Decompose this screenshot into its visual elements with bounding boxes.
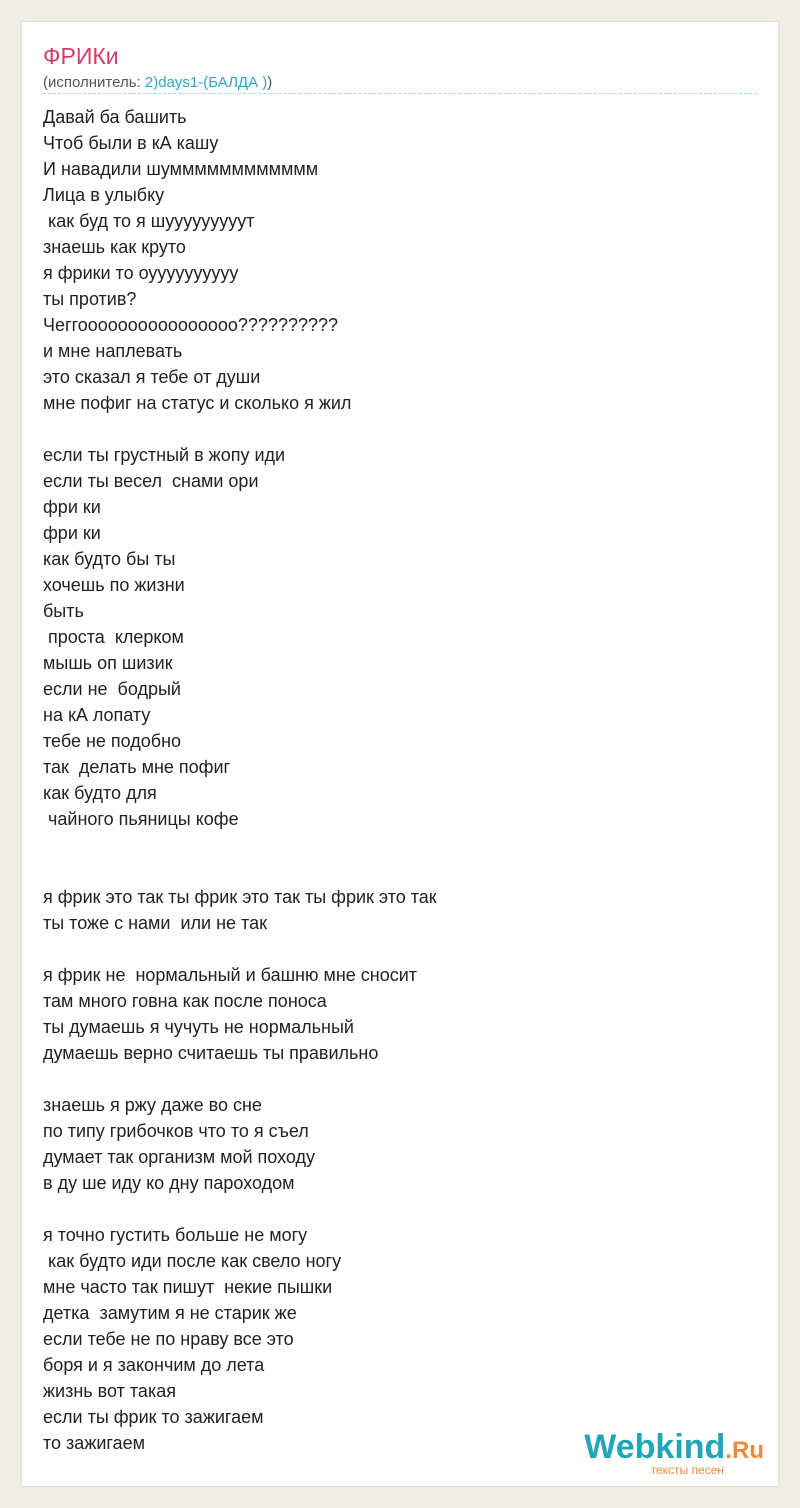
lyric-line: чайного пьяницы кофе: [43, 809, 239, 829]
lyric-line: там много говна как после поноса: [43, 991, 327, 1011]
lyric-line: если тебе не по нраву все это: [43, 1329, 294, 1349]
lyric-line: И навадили шумммммммммммм: [43, 159, 319, 179]
lyric-line: так делать мне пофиг: [43, 757, 231, 777]
lyric-line: [43, 416, 757, 442]
lyric-line: как будто бы ты: [43, 549, 176, 569]
lyric-line: детка замутим я не старик же: [43, 1303, 297, 1323]
lyric-line: проста клерком: [43, 627, 184, 647]
lyric-line: [43, 936, 757, 962]
lyric-line: Лица в улыбку: [43, 185, 165, 205]
title-divider: [43, 93, 757, 94]
lyrics-card: [22, 22, 778, 1486]
lyric-line: думает так организм мой походу: [43, 1147, 316, 1167]
logo-tld: .Ru: [725, 1437, 764, 1464]
lyric-line: хочешь по жизни: [43, 575, 185, 595]
lyric-line: я фрики то оуууууууууу: [43, 263, 239, 283]
song-title: ФРИКи: [43, 43, 119, 69]
lyric-line: и мне наплевать: [43, 341, 183, 361]
lyric-line: Давай ба башить: [43, 107, 187, 127]
lyric-line: на кА лопату: [43, 705, 151, 725]
lyric-line: если не бодрый: [43, 679, 181, 699]
lyric-line: тебе не подобно: [43, 731, 182, 751]
lyric-line: ты против?: [43, 289, 137, 309]
site-logo[interactable]: [584, 1430, 764, 1476]
lyric-line: я фрик не нормальный и башню мне сносит: [43, 965, 418, 985]
artist-line: [43, 73, 272, 93]
artist-link[interactable]: 2)days1-(БАЛДА ): [144, 74, 268, 91]
lyric-line: фри ки: [43, 497, 101, 517]
lyric-line: жизнь вот такая: [43, 1381, 176, 1401]
lyric-line: я точно густить больше не могу: [43, 1225, 308, 1245]
artist-prefix: (исполнитель:: [43, 74, 145, 91]
lyric-line: если ты фрик то зажигаем: [43, 1407, 264, 1427]
lyric-line: быть: [43, 601, 84, 621]
lyric-line: боря и я закончим до лета: [43, 1355, 265, 1375]
lyric-line: как будто иди после как свело ногу: [43, 1251, 342, 1271]
lyric-line: знаешь я ржу даже во сне: [43, 1095, 262, 1115]
lyric-line: в ду ше иду ко дну пароходом: [43, 1173, 295, 1193]
lyric-line: ты тоже с нами или не так: [43, 913, 267, 933]
artist-suffix: ): [267, 74, 273, 91]
lyric-line: Чтоб были в кА кашу: [43, 133, 219, 153]
lyric-line: думаешь верно считаешь ты правильно: [43, 1043, 379, 1063]
lyric-line: если ты грустный в жопу иди: [43, 445, 286, 465]
lyrics-text: [43, 104, 757, 1456]
lyric-line: мне пофиг на статус и сколько я жил: [43, 393, 352, 413]
lyric-line: то зажигаем: [43, 1433, 145, 1453]
lyric-line: знаешь как круто: [43, 237, 186, 257]
lyric-line: как будто для: [43, 783, 157, 803]
logo-tagline: тексты песен: [650, 1463, 724, 1477]
lyric-line: [43, 1196, 757, 1222]
logo-name: Webkind: [584, 1428, 726, 1466]
lyric-line: мышь оп шизик: [43, 653, 173, 673]
lyric-line: как буд то я шууууууууут: [43, 211, 255, 231]
lyric-line: Чеггоооооооооооооооо??????????: [43, 315, 339, 335]
lyric-line: мне часто так пишут некие пышки: [43, 1277, 333, 1297]
lyric-line: это сказал я тебе от души: [43, 367, 261, 387]
lyric-line: [43, 1066, 757, 1092]
lyric-line: по типу грибочков что то я съел: [43, 1121, 309, 1141]
lyric-line: ты думаешь я чучуть не нормальный: [43, 1017, 354, 1037]
lyric-line: я фрик это так ты фрик это так ты фрик это так: [43, 887, 437, 907]
lyric-line: фри ки: [43, 523, 101, 543]
lyric-line: [43, 832, 757, 858]
lyric-line: если ты весел снами ори: [43, 471, 259, 491]
lyric-line: [43, 858, 757, 884]
